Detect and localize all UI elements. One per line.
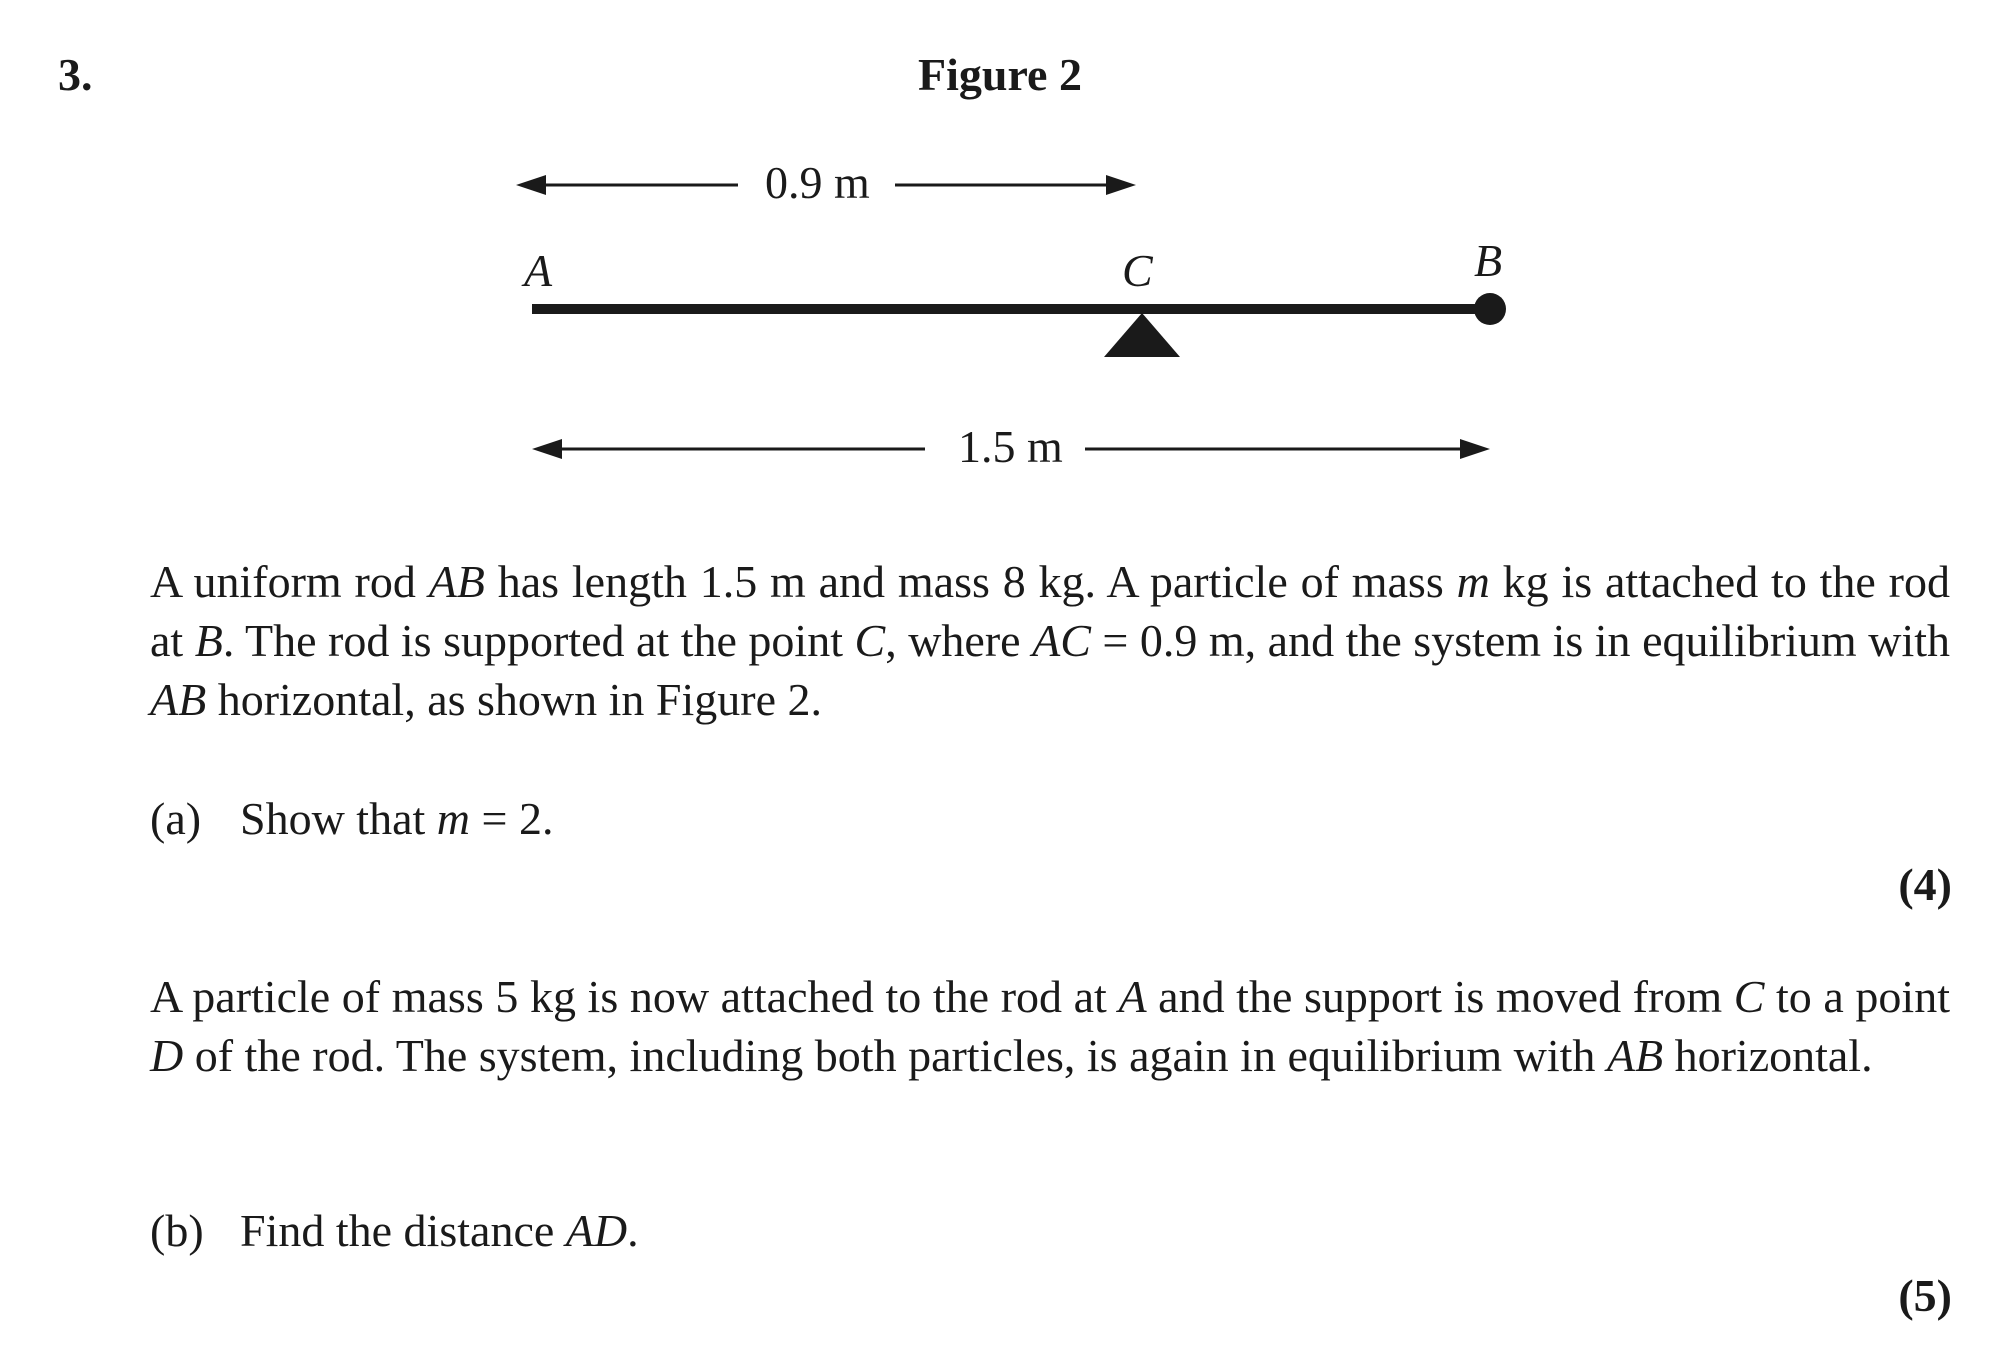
part-a-label: (a) <box>150 793 202 844</box>
part-b-text: . <box>627 1205 639 1256</box>
intro-text: . The rod is supported at the point <box>222 615 855 666</box>
second-point-a: A <box>1118 971 1147 1022</box>
intro-text: has length 1.5 m and mass 8 kg. A particle of mass <box>484 556 1457 607</box>
point-label-b: B <box>1474 235 1503 286</box>
part-b-distance-ad: AD <box>565 1205 628 1256</box>
dimension-label-ab: 1.5 m <box>958 421 1063 472</box>
support-at-c <box>1104 313 1180 357</box>
intro-mass-m: m <box>1456 556 1490 607</box>
dimension-label-ac: 0.9 m <box>765 157 870 208</box>
point-label-a: A <box>524 245 553 296</box>
intro-rod-ab: AB <box>150 674 207 725</box>
intro-text: = 0.9 m, and the system is in equilibrium with <box>1090 615 1951 666</box>
intro-text: A uniform rod <box>150 556 429 607</box>
second-text: and the support is moved from <box>1146 971 1734 1022</box>
second-text: A particle of mass 5 kg is now attached to the rod at <box>150 971 1119 1022</box>
part-b-label: (b) <box>150 1205 204 1256</box>
rod-figure <box>0 0 2009 500</box>
part-a <box>150 791 553 846</box>
point-label-c: C <box>1122 245 1153 296</box>
figure-title: Figure 2 <box>918 49 1082 100</box>
second-text: of the rod. The system, including both particles, is again in equilibrium with <box>183 1030 1607 1081</box>
part-a-text: = 2. <box>470 793 554 844</box>
second-point-c: C <box>1733 971 1765 1022</box>
intro-paragraph <box>150 552 1950 729</box>
intro-text: , where <box>885 615 1033 666</box>
second-paragraph <box>150 967 1950 1085</box>
part-a-mass-m: m <box>436 793 471 844</box>
intro-text: kg is attached to the rod at <box>150 556 1951 666</box>
part-a-text: Show that <box>240 793 437 844</box>
part-a-marks: (4) <box>1898 859 1952 910</box>
part-b <box>150 1203 639 1258</box>
second-text: horizontal. <box>1663 1030 1873 1081</box>
dimension-arrow-ac <box>516 157 1136 208</box>
part-b-marks: (5) <box>1898 1270 1952 1321</box>
intro-text: horizontal, as shown in Figure 2. <box>206 674 823 725</box>
intro-point-b: B <box>194 615 223 666</box>
particle-at-b <box>1474 293 1506 325</box>
part-b-text: Find the distance <box>240 1205 566 1256</box>
second-text: to a point <box>1764 971 1950 1022</box>
intro-rod-ab: AB <box>428 556 485 607</box>
second-point-d: D <box>150 1030 184 1081</box>
intro-point-c: C <box>854 615 886 666</box>
intro-ac: AC <box>1032 615 1091 666</box>
second-rod-ab: AB <box>1606 1030 1664 1081</box>
question-number: 3. <box>58 49 93 100</box>
dimension-arrow-ab <box>532 421 1490 472</box>
